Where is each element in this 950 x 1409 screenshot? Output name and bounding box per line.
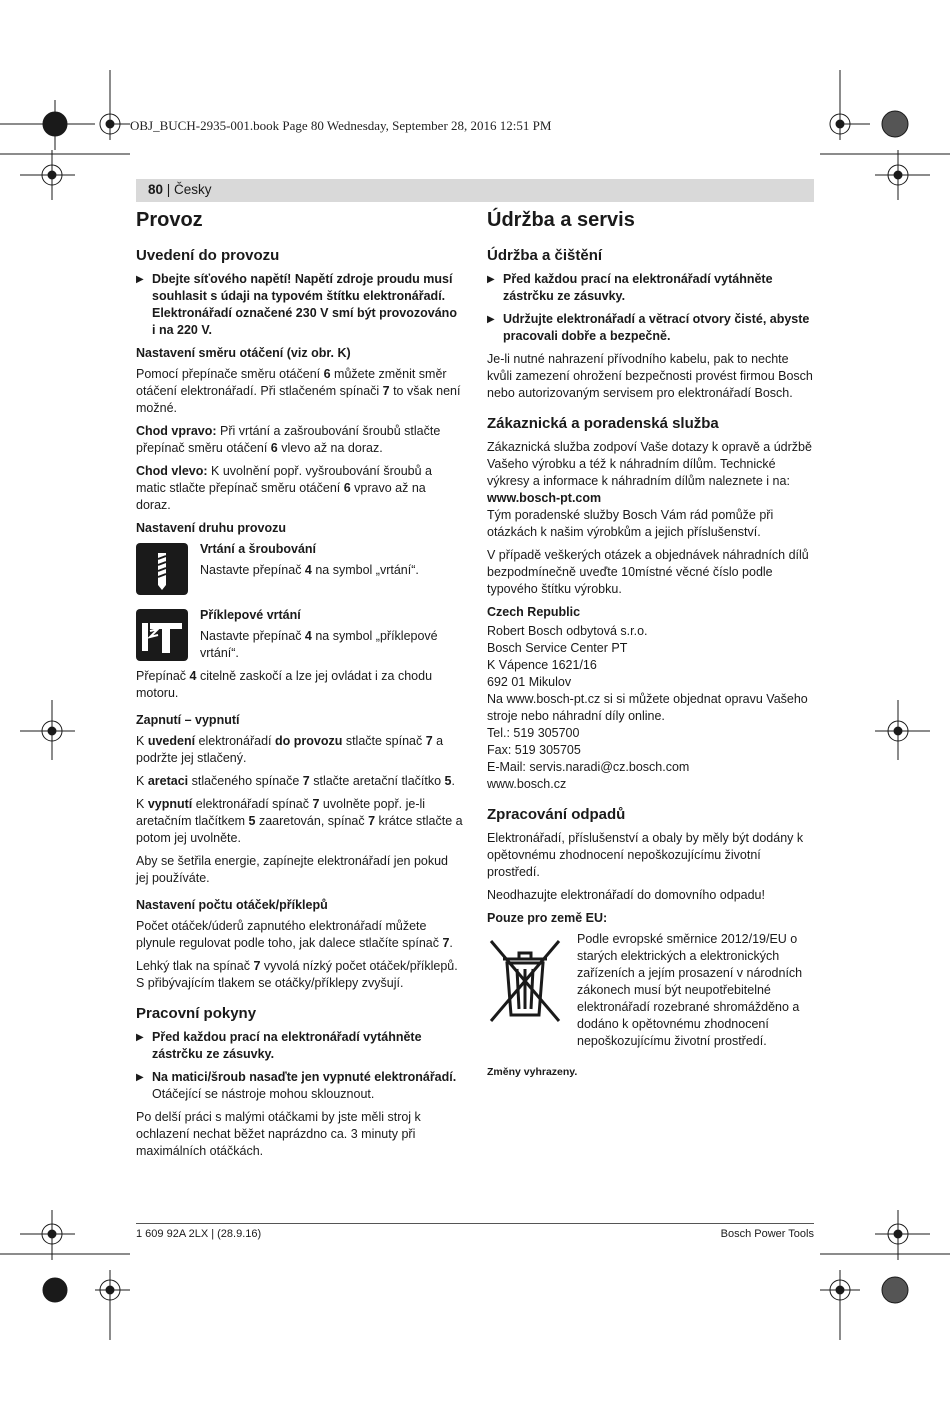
country: Czech Republic xyxy=(487,605,581,619)
section-title-provoz: Provoz xyxy=(136,209,203,231)
paragraph: Chod vpravo: Při vrtání a zašroubování šroubů stlačte přepínač směru otáčení 6 vlevo až na doraz. xyxy=(136,424,441,455)
heading-sluzba: Zákaznická a poradenská služba xyxy=(487,415,719,432)
drill-icon xyxy=(136,543,188,595)
paragraph: Chod vlevo: K uvolnění popř. vyšroubování šroubů a matic stlačte přepínač směru otáčení 6 vpravo až na doraz. xyxy=(136,464,432,512)
paragraph: Elektronářadí, příslušenství a obaly by měly být dodány k opětovnému zhodnocení nepoškozujícímu životní prostředí. xyxy=(487,831,804,879)
bullet-vetraci: ▶ Udržujte elektronářadí a větrací otvory čisté, abyste pracovali dobře a bezpečně. xyxy=(487,312,810,343)
bullet-arrow-icon: ▶ xyxy=(487,314,495,325)
address-line: www.bosch.cz xyxy=(487,777,567,791)
weee-text: Podle evropské směrnice 2012/19/EU o starých elektrických a elektronických zařízeních a jejím prosazení v národních zákonech musí být neupotřebitelné elektronářadí rozebrané shromážděno a dodáno k opětovnému zhodnocení nepoškozujícímu životní prostředí. xyxy=(577,932,803,1048)
hammer-drill-icon xyxy=(136,609,188,661)
address-line: Bosch Service Center PT xyxy=(487,641,628,655)
bullet-zastrcka: ▶ Před každou prací na elektronářadí vytáhněte zástrčku ze zásuvky. xyxy=(136,1030,422,1061)
bullet-matice: ▶ Na matici/šroub nasaďte jen vypnuté elektronářadí. xyxy=(136,1070,457,1084)
address-line: 692 01 Mikulov xyxy=(487,675,572,689)
paragraph: Zákaznická služba zodpoví Vaše dotazy k opravě a údržbě Vašeho výrobku a též k náhradním dílům. Technické výkresy a informace k náhradním dílům naleznete i na: xyxy=(487,440,812,488)
page-language: Česky xyxy=(174,182,212,197)
changes-note: Změny vyhrazeny. xyxy=(487,1066,578,1078)
eu-heading: Pouze pro země EU: xyxy=(487,911,608,925)
paragraph: K uvedení elektronářadí do provozu stlačte spínač 7 a podržte jej stlačený. xyxy=(136,734,444,765)
address-line: Robert Bosch odbytová s.r.o. xyxy=(487,624,648,638)
bullet-arrow-icon: ▶ xyxy=(136,1032,144,1043)
bullet-text: Dbejte síťového napětí! Napětí zdroje proudu musí souhlasit s údaji na typovém štítku elektronářadí. Elektronářadí označené 230 V smí být provozováno i na 220 V. xyxy=(152,272,457,337)
paragraph: V případě veškerých otázek a objednávek náhradních dílů bezpodmínečně uveďte 10místné věcné číslo podle typového štítku výrobku. xyxy=(487,548,809,596)
bullet-arrow-icon: ▶ xyxy=(136,274,144,285)
address-line: Tel.: 519 305700 xyxy=(487,726,580,740)
left-column xyxy=(136,208,463,1166)
address xyxy=(487,623,814,793)
print-header: OBJ_BUCH-2935-001.book Page 80 Wednesday, September 28, 2016 12:51 PM xyxy=(130,118,552,133)
paragraph: Pomocí přepínače směru otáčení 6 můžete změnit směr otáčení elektronářadí. Při stlačeném spínači 7 to však není možné. xyxy=(136,367,461,415)
footer-divider xyxy=(136,1223,814,1224)
crossed-bin-icon xyxy=(487,937,563,1027)
heading-otacky: Nastavení počtu otáček/příklepů xyxy=(136,898,328,912)
page-header: 80 | Česky xyxy=(148,182,212,197)
paragraph: Přepínač 4 citelně zaskočí a lze jej ovládat i za chodu motoru. xyxy=(136,669,433,700)
paragraph: Lehký tlak na spínač 7 vyvolá nízký počet otáček/příklepů. S přibývajícím tlakem se otáčky/příklepy zvyšují. xyxy=(136,959,458,990)
footer-brand: Bosch Power Tools xyxy=(720,1228,814,1240)
footer-doc-code: 1 609 92A 2LX | (28.9.16) xyxy=(136,1228,262,1240)
link-bosch-pt[interactable]: www.bosch-pt.com xyxy=(487,491,602,505)
bullet-zastrcka: ▶ Před každou prací na elektronářadí vytáhněte zástrčku ze zásuvky. xyxy=(487,272,773,303)
page-number: 80 xyxy=(148,182,164,197)
mode-drilling: Vrtání a šroubování Nastavte přepínač 4 na symbol „vrtání“. xyxy=(136,541,463,595)
paragraph: Neodhazujte elektronářadí do domovního odpadu! xyxy=(487,888,765,902)
heading-zapnuti: Zapnutí – vypnutí xyxy=(136,713,240,727)
bullet-arrow-icon: ▶ xyxy=(136,1072,144,1083)
weee-block xyxy=(487,931,814,1050)
bullet-napeti xyxy=(136,271,463,339)
address-line: K Vápence 1621/16 xyxy=(487,658,597,672)
section-bar xyxy=(136,179,814,202)
section-title-udrzba: Údržba a servis xyxy=(487,209,635,231)
paragraph: K vypnutí elektronářadí spínač 7 uvolněte popř. je-li aretačním tlačítkem 5 zaaretován, spínač 7 krátce stlačte a potom jej uvolněte. xyxy=(136,797,463,845)
paragraph: Aby se šetřila energie, zapínejte elektronářadí jen pokud jej používáte. xyxy=(136,854,448,885)
bullet-note: Otáčející se nástroje mohou sklouznout. xyxy=(152,1087,375,1101)
paragraph: Je-li nutné nahrazení přívodního kabelu, pak to nechte kvůli zamezení ohrožení bezpečnosti provést firmou Bosch nebo autorizovaným servisem pro elektronářadí Bosch. xyxy=(487,352,813,400)
heading-cisteni: Údržba a čištění xyxy=(487,247,603,264)
bullet-arrow-icon: ▶ xyxy=(487,274,495,285)
mode-hammer-drilling: Příklepové vrtání Nastavte přepínač 4 na symbol „příklepové vrtání“. xyxy=(136,607,463,662)
heading-odpady: Zpracování odpadů xyxy=(487,806,626,823)
paragraph: K aretaci stlačeného spínače 7 stlačte aretační tlačítko 5. xyxy=(136,774,455,788)
heading-uvedeni: Uvedení do provozu xyxy=(136,247,280,264)
address-line: E-Mail: servis.naradi@cz.bosch.com xyxy=(487,760,690,774)
paragraph: Počet otáček/úderů zapnutého elektronářadí můžete plynule regulovat podle toho, jak dalece stlačíte spínač 7. xyxy=(136,919,453,950)
paragraph: Po delší práci s malými otáčkami by jste měli stroj k ochlazení nechat běžet naprázdno ca. 3 minuty při maximálních otáčkách. xyxy=(136,1110,421,1158)
address-line: Na www.bosch-pt.cz si si můžete objednat opravu Vašeho stroje nebo náhradní díly online. xyxy=(487,692,808,723)
heading-smer: Nastavení směru otáčení (viz obr. K) xyxy=(136,346,351,360)
heading-pokyny: Pracovní pokyny xyxy=(136,1005,257,1022)
heading-druh: Nastavení druhu provozu xyxy=(136,521,287,535)
address-line: Fax: 519 305705 xyxy=(487,743,581,757)
paragraph: Tým poradenské služby Bosch Vám rád pomůže při otázkách k našim výrobkům a jejich příslušenství. xyxy=(487,508,774,539)
right-column xyxy=(487,208,814,1081)
